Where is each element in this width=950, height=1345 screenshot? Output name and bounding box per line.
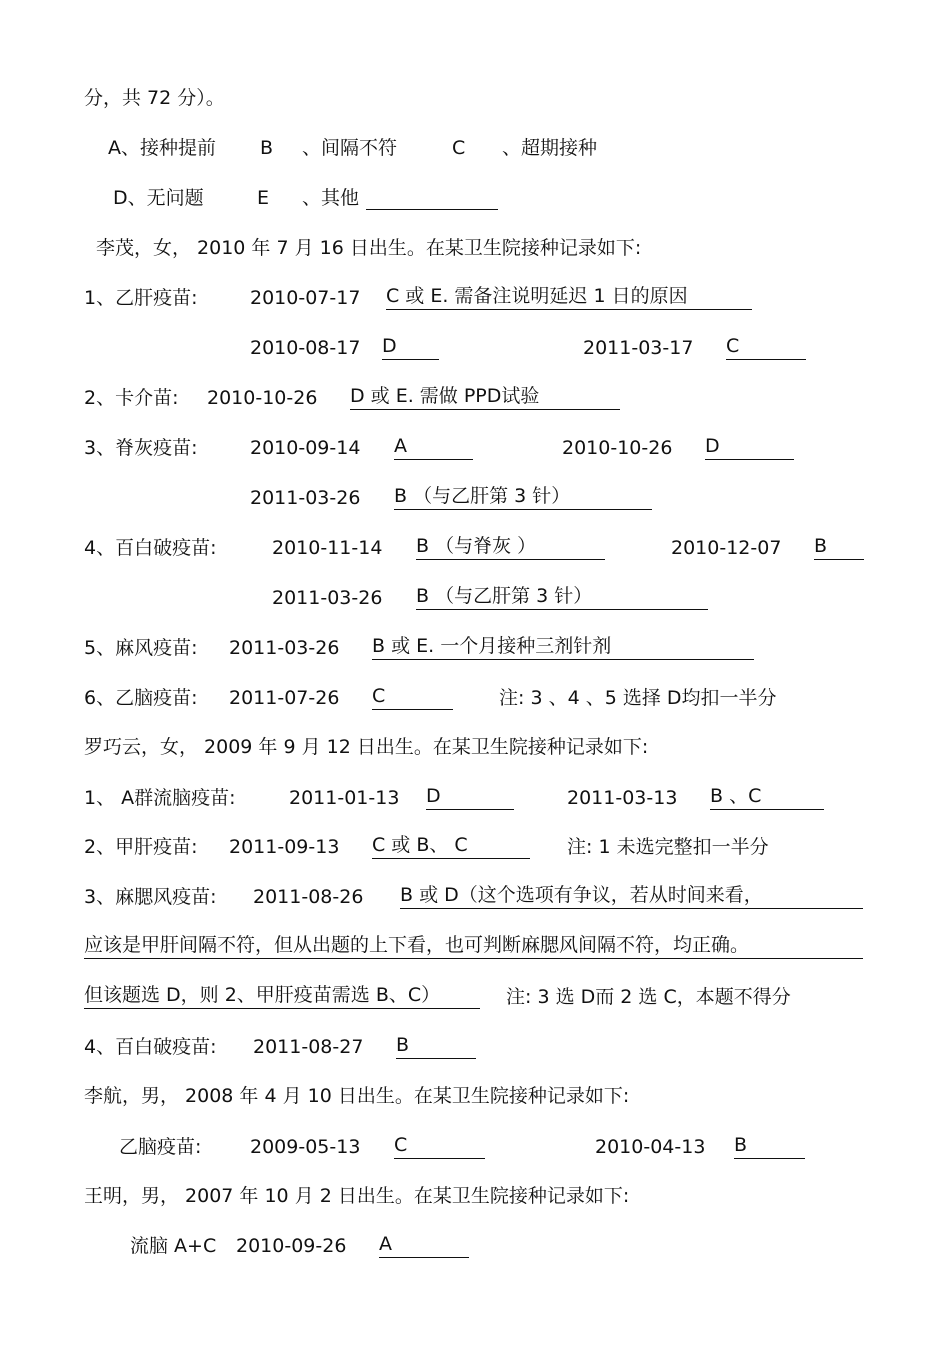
p1-item-2-answer: D 或 E. 需做 PPD试验	[350, 384, 620, 410]
p1-item-3-answer: A	[394, 434, 473, 460]
p4-item-1-label: 流脑 A+C	[130, 1235, 217, 1257]
p1-item-1b-date: 2010-08-17	[250, 337, 361, 359]
option-b-text: 、间隔不符	[302, 137, 398, 159]
option-c-text: 、超期接种	[502, 137, 598, 159]
p1-item-5-answer: B 或 E. 一个月接种三剂针剂	[372, 634, 754, 660]
p2-item-4-label: 4、百白破疫苗:	[84, 1036, 217, 1058]
p1-item-4-date: 2010-11-14	[272, 537, 383, 559]
p1-item-3b-date: 2010-10-26	[562, 437, 673, 459]
p1-item-4c-answer: B （与乙肝第 3 针）	[416, 584, 708, 610]
p1-item-3c-answer: B （与乙肝第 3 针）	[394, 484, 652, 510]
p2-item-1b-date: 2011-03-13	[567, 787, 678, 809]
p1-item-6-date: 2011-07-26	[229, 687, 340, 709]
p1-item-2-label: 2、卡介苗:	[84, 387, 179, 409]
p1-item-5-label: 5、麻风疫苗:	[84, 637, 198, 659]
p2-item-4-date: 2011-08-27	[253, 1036, 364, 1058]
p2-item-3-continuation-2: 但该题选 D，则 2、甲肝疫苗需选 B、C）	[84, 983, 480, 1009]
p2-item-2-label: 2、甲肝疫苗:	[84, 836, 198, 858]
p1-item-1b-answer: D	[382, 334, 439, 360]
person-3-header: 李航，男， 2008 年 4 月 10 日出生。在某卫生院接种记录如下:	[84, 1085, 630, 1107]
p1-item-3-date: 2010-09-14	[250, 437, 361, 459]
person-1-header: 李茂，女， 2010 年 7 月 16 日出生。在某卫生院接种记录如下:	[96, 237, 642, 259]
p1-item-4b-date: 2010-12-07	[671, 537, 782, 559]
p2-item-4-answer: B	[396, 1033, 476, 1059]
p2-item-1b-answer: B 、C	[710, 784, 824, 810]
p1-item-3b-answer: D	[705, 434, 794, 460]
p2-item-2-date: 2011-09-13	[229, 836, 340, 858]
p1-item-6-label: 6、乙脑疫苗:	[84, 687, 198, 709]
p1-item-2-date: 2010-10-26	[207, 387, 318, 409]
p4-item-1-date: 2010-09-26	[236, 1235, 347, 1257]
p1-item-1-label: 1、乙肝疫苗:	[84, 287, 198, 309]
p3-item-1-answer: C	[394, 1133, 485, 1159]
person-4-header: 王明，男， 2007 年 10 月 2 日出生。在某卫生院接种记录如下:	[84, 1185, 630, 1207]
p3-item-1-label: 乙脑疫苗:	[119, 1136, 202, 1158]
p2-item-1-date: 2011-01-13	[289, 787, 400, 809]
option-b-letter: B	[260, 137, 274, 159]
p1-item-3c-date: 2011-03-26	[250, 487, 361, 509]
option-a: A、接种提前	[108, 137, 216, 159]
p2-item-3-answer: B 或 D（这个选项有争议，若从时间来看，	[400, 883, 863, 909]
p2-item-1-answer: D	[426, 784, 514, 810]
p1-item-4b-answer: B	[814, 534, 864, 560]
intro-line: 分，共 72 分）。	[84, 87, 225, 109]
p1-item-4c-date: 2011-03-26	[272, 587, 383, 609]
option-e-letter: E	[257, 187, 270, 209]
p1-note: 注: 3 、4 、5 选择 D均扣一半分	[499, 687, 777, 709]
p2-item-1-label: 1、 A群流脑疫苗:	[84, 787, 236, 809]
p1-item-1c-date: 2011-03-17	[583, 337, 694, 359]
option-c-letter: C	[452, 137, 466, 159]
p1-item-1-answer: C 或 E. 需备注说明延迟 1 日的原因	[386, 284, 752, 310]
p2-item-3-note: 注: 3 选 D而 2 选 C，本题不得分	[506, 986, 791, 1008]
p1-item-6-answer: C	[372, 684, 453, 710]
p2-item-2-note: 注: 1 未选完整扣一半分	[567, 836, 769, 858]
p2-item-3-continuation-1: 应该是甲肝间隔不符，但从出题的上下看，也可判断麻腮风间隔不符，均正确。	[84, 933, 863, 959]
p1-item-3-label: 3、脊灰疫苗:	[84, 437, 198, 459]
p1-item-1-date: 2010-07-17	[250, 287, 361, 309]
p1-item-4-label: 4、百白破疫苗:	[84, 537, 217, 559]
option-e-blank	[366, 184, 498, 210]
p1-item-5-date: 2011-03-26	[229, 637, 340, 659]
p3-item-1b-date: 2010-04-13	[595, 1136, 706, 1158]
p2-item-3-date: 2011-08-26	[253, 886, 364, 908]
p1-item-1c-answer: C	[726, 334, 806, 360]
p2-item-3-label: 3、麻腮风疫苗:	[84, 886, 217, 908]
p2-item-2-answer: C 或 B、 C	[372, 833, 530, 859]
person-2-header: 罗巧云，女， 2009 年 9 月 12 日出生。在某卫生院接种记录如下:	[84, 736, 649, 758]
option-d: D、无问题	[113, 187, 204, 209]
option-e-text: 、其他	[302, 187, 360, 209]
p3-item-1-date: 2009-05-13	[250, 1136, 361, 1158]
p3-item-1b-answer: B	[734, 1133, 805, 1159]
p1-item-4-answer: B （与脊灰 ）	[416, 534, 605, 560]
p4-item-1-answer: A	[379, 1232, 469, 1258]
